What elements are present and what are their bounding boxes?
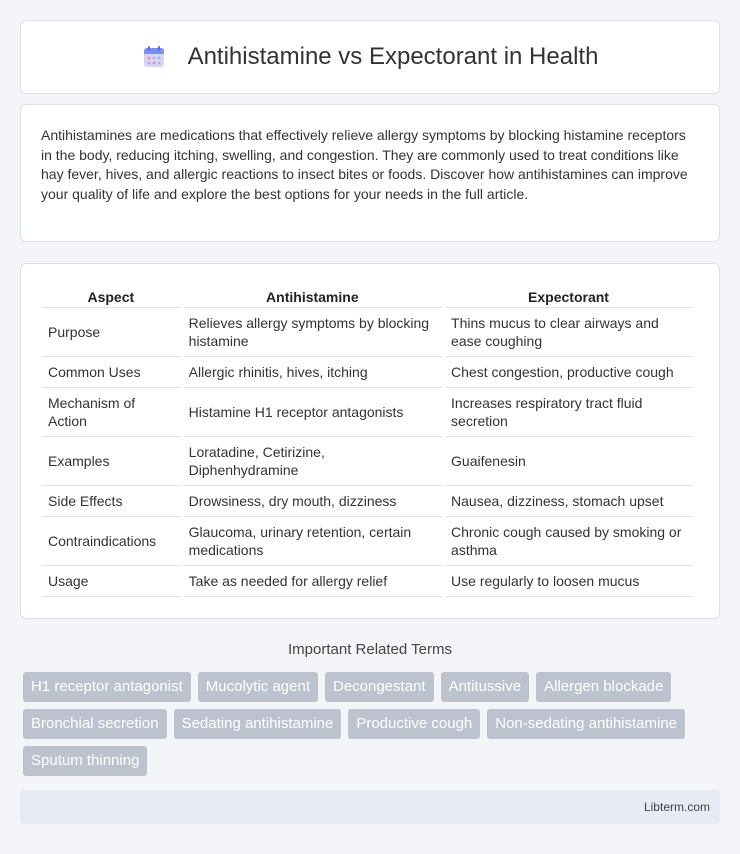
table-cell: Allergic rhinitis, hives, itching — [183, 357, 442, 388]
related-terms-list — [23, 672, 723, 776]
table-cell: Purpose — [42, 308, 180, 357]
table-row — [42, 486, 692, 517]
header-antihistamine: Antihistamine — [183, 286, 442, 308]
table-cell: Use regularly to loosen mucus — [445, 566, 692, 597]
tag-productive-cough[interactable]: Productive cough — [348, 709, 480, 739]
table-cell: Histamine H1 receptor antagonists — [183, 388, 442, 437]
table-cell: Guaifenesin — [445, 437, 692, 486]
footer-brand-link[interactable]: Libterm.com — [643, 800, 710, 814]
table-cell: Contraindications — [42, 517, 180, 566]
table-cell: Mechanism of Action — [42, 388, 180, 437]
table-row — [42, 308, 692, 357]
table-cell: Chest congestion, productive cough — [445, 357, 692, 388]
table-row — [42, 437, 692, 486]
related-terms-title: Important Related Terms — [288, 641, 452, 658]
table-cell: Examples — [42, 437, 180, 486]
comparison-card — [20, 263, 720, 619]
tag-h1-receptor-antagonist[interactable]: H1 receptor antagonist — [23, 672, 191, 702]
intro-card — [20, 104, 720, 242]
table-cell: Increases respiratory tract fluid secretion — [445, 388, 692, 437]
tag-sputum-thinning[interactable]: Sputum thinning — [23, 746, 147, 776]
table-cell: Side Effects — [42, 486, 180, 517]
page-title: Antihistamine vs Expectorant in Health — [187, 43, 599, 70]
calendar-icon — [142, 45, 166, 69]
tag-decongestant[interactable]: Decongestant — [325, 672, 434, 702]
table-cell: Usage — [42, 566, 180, 597]
tag-antitussive[interactable]: Antitussive — [441, 672, 530, 702]
table-cell: Chronic cough caused by smoking or asthma — [445, 517, 692, 566]
intro-text: Antihistamines are medications that effectively relieve allergy symptoms by blocking histamine receptors in the body, reducing itching, swelling, and congestion. They are commonly used to treat conditions like hay fever, hives, and allergic reactions to insect bites or foods. Discover how antihistamines can improve your quality of life and explore the best options for your needs in the full article. — [41, 127, 688, 202]
table-cell: Relieves allergy symptoms by blocking histamine — [183, 308, 442, 357]
table-cell: Thins mucus to clear airways and ease coughing — [445, 308, 692, 357]
tag-non-sedating-antihistamine[interactable]: Non-sedating antihistamine — [487, 709, 685, 739]
tag-bronchial-secretion[interactable]: Bronchial secretion — [23, 709, 167, 739]
header-aspect: Aspect — [42, 286, 180, 308]
tag-allergen-blockade[interactable]: Allergen blockade — [536, 672, 671, 702]
header-expectorant: Expectorant — [445, 286, 692, 308]
table-cell: Nausea, dizziness, stomach upset — [445, 486, 692, 517]
comparison-table — [39, 286, 695, 597]
table-cell: Drowsiness, dry mouth, dizziness — [183, 486, 442, 517]
table-row — [42, 388, 692, 437]
table-header-row — [42, 286, 692, 308]
table-cell: Loratadine, Cetirizine, Diphenhydramine — [183, 437, 442, 486]
tag-mucolytic-agent[interactable]: Mucolytic agent — [198, 672, 318, 702]
table-cell: Glaucoma, urinary retention, certain medications — [183, 517, 442, 566]
table-row — [42, 357, 692, 388]
footer — [20, 790, 720, 824]
table-row — [42, 566, 692, 597]
table-cell: Take as needed for allergy relief — [183, 566, 442, 597]
table-row — [42, 517, 692, 566]
header-card — [20, 20, 720, 94]
table-cell: Common Uses — [42, 357, 180, 388]
tag-sedating-antihistamine[interactable]: Sedating antihistamine — [174, 709, 342, 739]
